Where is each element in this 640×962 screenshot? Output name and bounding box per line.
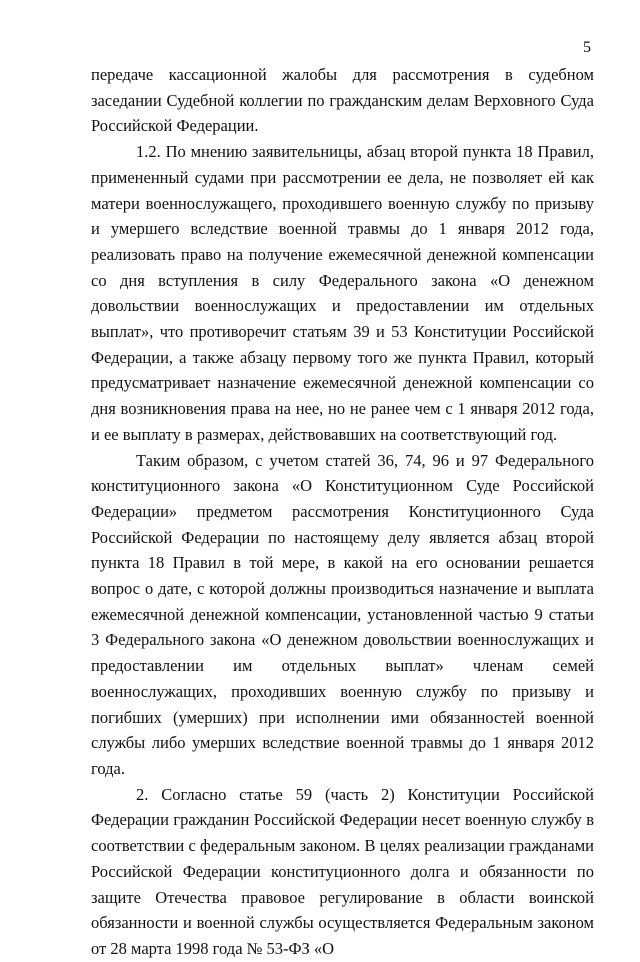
paragraph-1-2: 1.2. По мнению заявительницы, абзац второй пункта 18 Правил, примененный судами при рассмотрении ее дела, не позволяет ей как матери военнослужащего, проходившего военную службу по призыву и умершего вследствие военной травмы до 1 января 2012 года, реализовать право на получение ежемесячной денежной компенсации со дня вступления в силу Федерального закона «О денежном довольствии военнослужащих и предоставлении им отдельных выплат», что противоречит статьям 39 и 53 Конституции Российской Федерации, а также абзацу первому того же пункта Правил, который предусматривает назначение ежемесячной денежной компенсации со дня возникновения права на нее, но не ранее чем с 1 января 2012 года, и ее выплату в размерах, действовавших на соответствующий год. (91, 142, 594, 444)
paragraph-2: 2. Согласно статье 59 (часть 2) Конституции Российской Федерации гражданин Российской Федерации несет военную службу в соответствии с федеральным законом. В целях реализации гражданами Российской Федерации конституционного долга и обязанности по защите Отечества правовое регулирование в области воинской обязанности и военной службы осуществляется Федеральным законом от 28 марта 1998 года № 53-ФЗ «О (91, 784, 594, 958)
paragraph-continuation: передаче кассационной жалобы для рассмотрения в судебном заседании Судебной коллегии по гражданским делам Верховного Суда Российской Федерации. (91, 65, 594, 136)
paragraph-subject-of-review: Таким образом, с учетом статей 36, 74, 96 и 97 Федерального конституционного закона «О Конституционном Суде Российской Федерации» предметом рассмотрения Конституционного Суда Российской Федерации по настоящему делу является абзац второй пункта 18 Правил в той мере, в какой на его основании решается вопрос о дате, с которой должны производиться назначение и выплата ежемесячной денежной компенсации, установленной частью 9 статьи 3 Федерального закона «О денежном довольствии военнослужащих и предоставлении им отдельных выплат» членам семей военнослужащих, проходивших военную службу по призыву и погибших (умерших) при исполнении ими обязанностей военной службы либо умерших вследствие военной травмы до 1 января 2012 года. (91, 450, 594, 778)
document-body (91, 62, 594, 962)
page-number: 5 (583, 39, 591, 56)
